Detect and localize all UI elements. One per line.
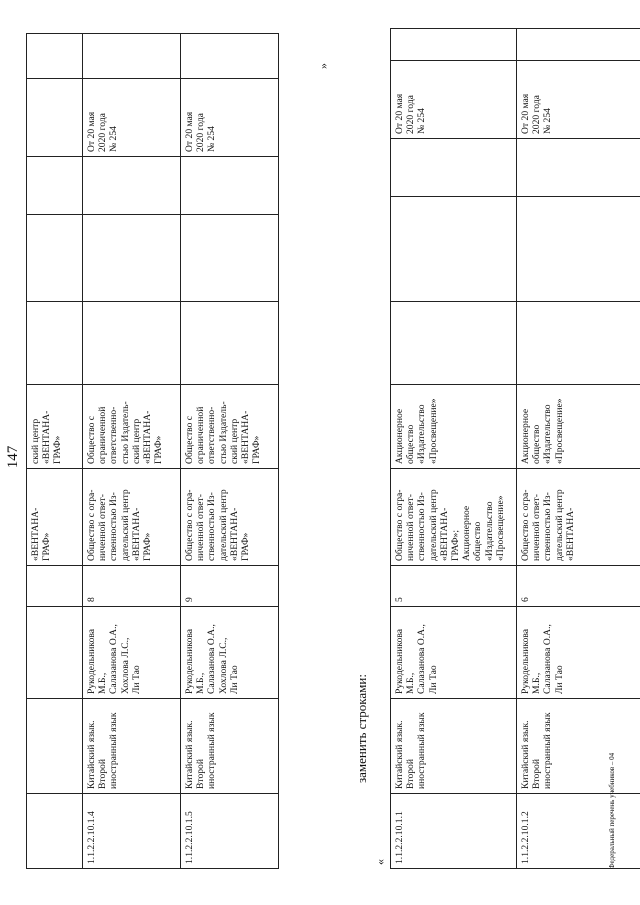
table-row: [181, 34, 279, 869]
cell-publisher: [83, 469, 181, 566]
cell-empty: [181, 34, 279, 79]
cell-grade: 5: [391, 566, 517, 607]
cell-empty: [83, 157, 181, 215]
cell-publisher-text: Общество с огра- ниченной ответ- ственностью Из- дательский центр «ВЕНТАНА- ГРАФ»: [86, 489, 154, 561]
cell-empty: [517, 139, 640, 197]
cell-legal-holder: [83, 385, 181, 469]
opening-quote-mark: «: [373, 859, 387, 865]
cell-title-text: Китайский язык. Второй иностранный язык: [86, 712, 120, 789]
cell-order-text: От 20 мая 2020 года № 254: [86, 111, 120, 152]
cell-empty: [517, 197, 640, 302]
cell-publisher: [391, 469, 517, 566]
table-row-continued: [27, 34, 83, 869]
page-footer: Федеральный перечень учебников – 04: [608, 752, 616, 869]
cell-empty: [517, 29, 640, 61]
cell-code: 1.1.2.2.10.1.1: [391, 794, 517, 869]
cell-code: 1.1.2.2.10.1.2: [517, 794, 640, 869]
closing-quote-mark: »: [316, 63, 330, 69]
cell-publisher-text: Общество с огра- ниченной ответ- ственностью Из- дательский центр «ВЕНТАНА-: [520, 489, 576, 561]
cell-title-text: Китайский язык. Второй иностранный язык: [520, 712, 554, 789]
cell-empty: [83, 302, 181, 385]
cell-order: [181, 79, 279, 157]
cell-empty: [83, 215, 181, 302]
cell-order: [27, 79, 83, 157]
replace-instruction: заменить строками:: [354, 674, 369, 783]
cell-publisher-text: «ВЕНТАНА- ГРАФ»: [30, 507, 53, 561]
cell-authors-text: Рукодельникова М.Б., Салазанова О.А., Хохлова Л.С., Ли Тао: [184, 624, 240, 694]
cell-code: [27, 794, 83, 869]
cell-code: 1.1.2.2.10.1.5: [181, 794, 279, 869]
cell-legal-holder: [517, 385, 640, 469]
cell-publisher-text: Общество с огра- ниченной ответ- ственностью Из- дательский центр «ВЕНТАНА- ГРАФ»: [184, 489, 252, 561]
cell-empty: [181, 157, 279, 215]
cell-order: [83, 79, 181, 157]
cell-legal-holder-text: Акционерное общество «Издательство «Просвещение»: [394, 398, 439, 464]
cell-grade: 8: [83, 566, 181, 607]
cell-empty: [27, 34, 83, 79]
cell-authors-text: Рукодельникова М.Б., Салазанова О.А., Ли Тао: [520, 624, 565, 694]
cell-authors: [27, 607, 83, 699]
cell-legal-holder: [27, 385, 83, 469]
cell-empty: [27, 302, 83, 385]
cell-publisher: [181, 469, 279, 566]
cell-authors: [391, 607, 517, 699]
cell-order: [517, 61, 640, 139]
cell-empty: [27, 157, 83, 215]
cell-empty: [27, 215, 83, 302]
cell-title-text: Китайский язык. Второй иностранный язык: [184, 712, 218, 789]
cell-empty: [391, 302, 517, 385]
cell-legal-holder-text: ский центр «ВЕНТАНА- ГРАФ»: [30, 410, 64, 464]
cell-title: [391, 699, 517, 794]
cell-publisher: [27, 469, 83, 566]
cell-order-text: От 20 мая 2020 года № 254: [184, 111, 218, 152]
cell-legal-holder-text: Общество с ограниченной ответственно- стью Издатель- ский центр «ВЕНТАНА- ГРАФ»: [184, 401, 263, 464]
cell-grade: 9: [181, 566, 279, 607]
cell-authors: [517, 607, 640, 699]
cell-legal-holder-text: Общество с ограниченной ответственно- стью Издатель- ский центр «ВЕНТАНА- ГРАФ»: [86, 401, 165, 464]
cell-title: [27, 699, 83, 794]
cell-title: [83, 699, 181, 794]
table-row: [391, 29, 517, 869]
cell-legal-holder: [181, 385, 279, 469]
cell-grade: [27, 566, 83, 607]
cell-empty: [181, 302, 279, 385]
cell-code: 1.1.2.2.10.1.4: [83, 794, 181, 869]
textbook-table-replacement: [390, 28, 640, 869]
cell-title-text: Китайский язык. Второй иностранный язык: [394, 712, 428, 789]
cell-title: [181, 699, 279, 794]
cell-publisher-text: Общество с огра- ниченной ответ- ственностью Из- дательский центр «ВЕНТАНА- ГРАФ»; Акционерное общество «Издательство «Просвещение»: [394, 489, 506, 561]
cell-order-text: От 20 мая 2020 года № 254: [520, 93, 554, 134]
cell-legal-holder-text: Акционерное общество «Издательство «Просвещение»: [520, 398, 565, 464]
cell-grade: 6: [517, 566, 640, 607]
cell-empty: [83, 34, 181, 79]
cell-order-text: От 20 мая 2020 года № 254: [394, 93, 428, 134]
cell-authors: [83, 607, 181, 699]
textbook-table-previous: [26, 33, 279, 869]
cell-authors: [181, 607, 279, 699]
page-number: 147: [5, 445, 21, 469]
cell-authors-text: Рукодельникова М.Б., Салазанова О.А., Ли Тао: [394, 624, 439, 694]
cell-empty: [391, 29, 517, 61]
cell-legal-holder: [391, 385, 517, 469]
cell-order: [391, 61, 517, 139]
cell-empty: [391, 139, 517, 197]
cell-empty: [181, 215, 279, 302]
cell-publisher: [517, 469, 640, 566]
table-row: [83, 34, 181, 869]
cell-empty: [391, 197, 517, 302]
cell-empty: [517, 302, 640, 385]
table-row: [517, 29, 640, 869]
cell-authors-text: Рукодельникова М.Б., Салазанова О.А., Хохлова Л.С., Ли Тао: [86, 624, 142, 694]
cell-title: [517, 699, 640, 794]
